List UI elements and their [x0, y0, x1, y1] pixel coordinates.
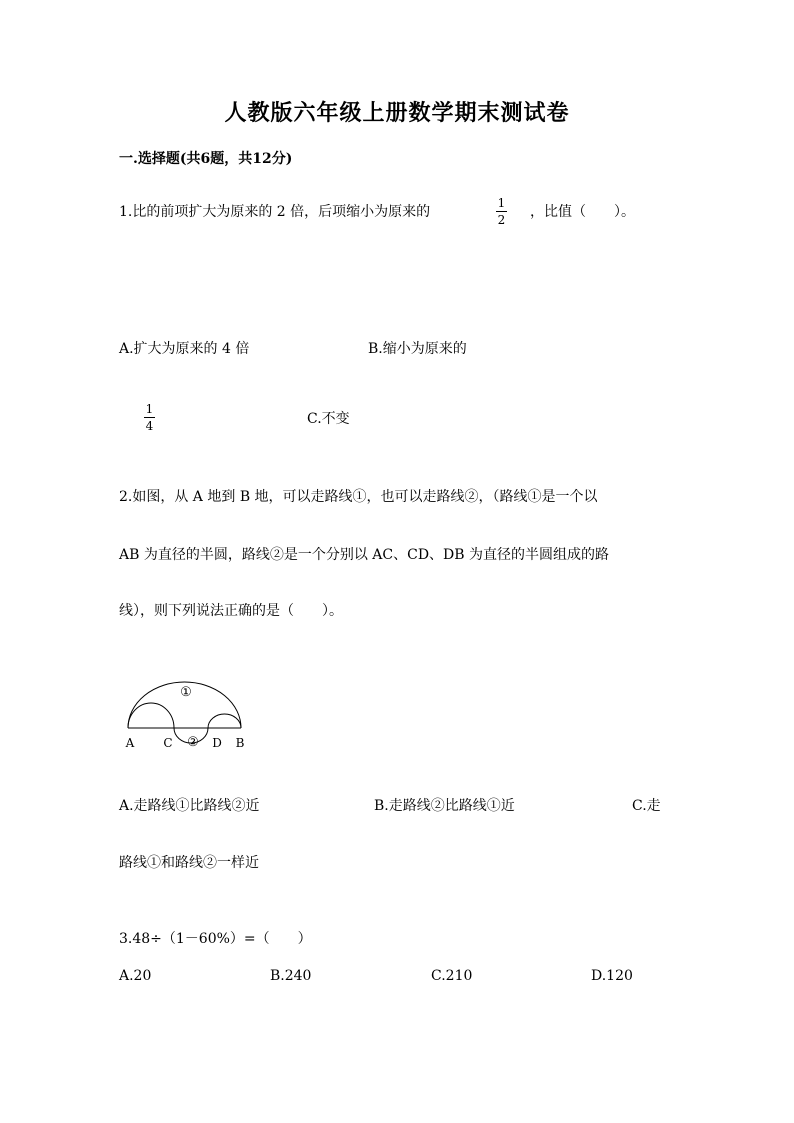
page-title: 人教版六年级上册数学期末测试卷 — [224, 100, 570, 126]
route-1-label: ① — [180, 685, 192, 700]
q1-stem-before: 1.比的前项扩大为原来的 2 倍，后项缩小为原来的 — [119, 204, 431, 220]
fraction-bar — [496, 211, 507, 212]
q2-line-1: 2.如图，从 A 地到 B 地，可以走路线①，也可以走路线②，（路线①是一个以 — [119, 489, 598, 505]
point-d-label: D — [212, 736, 222, 750]
route-2-arc-db — [208, 714, 241, 728]
q1-option-c[interactable]: C.不变 — [307, 411, 350, 427]
q2-option-a[interactable]: A.走路线①比路线②近 — [119, 798, 260, 814]
point-a-label: A — [125, 736, 135, 750]
q1-option-b-fraction-numerator: 1 — [145, 402, 154, 416]
q3-option-b[interactable]: B.240 — [270, 968, 312, 984]
q1-option-b-fraction-denominator: 4 — [145, 419, 154, 433]
q1-fraction-numerator: 1 — [497, 196, 506, 210]
route-figure — [118, 672, 258, 754]
point-c-label: C — [163, 736, 173, 750]
fraction-bar — [144, 417, 155, 418]
q2-option-c-part2[interactable]: 路线①和路线②一样近 — [119, 855, 259, 871]
q3-stem: 3.48÷（1－60%）=（ ） — [119, 931, 312, 947]
q1-option-a[interactable]: A.扩大为原来的 4 倍 — [119, 341, 250, 357]
q3-option-d[interactable]: D.120 — [591, 968, 633, 984]
q3-option-c[interactable]: C.210 — [431, 968, 473, 984]
q2-option-b[interactable]: B.走路线②比路线①近 — [374, 798, 515, 814]
q2-option-c-part1[interactable]: C.走 — [632, 798, 661, 814]
route-2-arc-ac — [128, 703, 174, 728]
point-b-label: B — [235, 736, 245, 750]
q1-option-b-fraction — [144, 402, 155, 433]
q1-fraction-denominator: 2 — [497, 213, 506, 227]
route-2-label: ② — [187, 735, 199, 750]
q2-line-2: AB 为直径的半圆，路线②是一个分别以 AC、CD、DB 为直径的半圆组成的路 — [119, 547, 610, 563]
q3-option-a[interactable]: A.20 — [119, 968, 152, 984]
q1-option-b[interactable]: B.缩小为原来的 — [368, 341, 467, 357]
section-heading: 一.选择题(共6题，共12分) — [119, 151, 293, 167]
q1-stem-after: ，比值（ ）。 — [530, 204, 635, 220]
q1-fraction — [496, 196, 507, 227]
q2-line-3: 线），则下列说法正确的是（ ）。 — [119, 603, 343, 619]
